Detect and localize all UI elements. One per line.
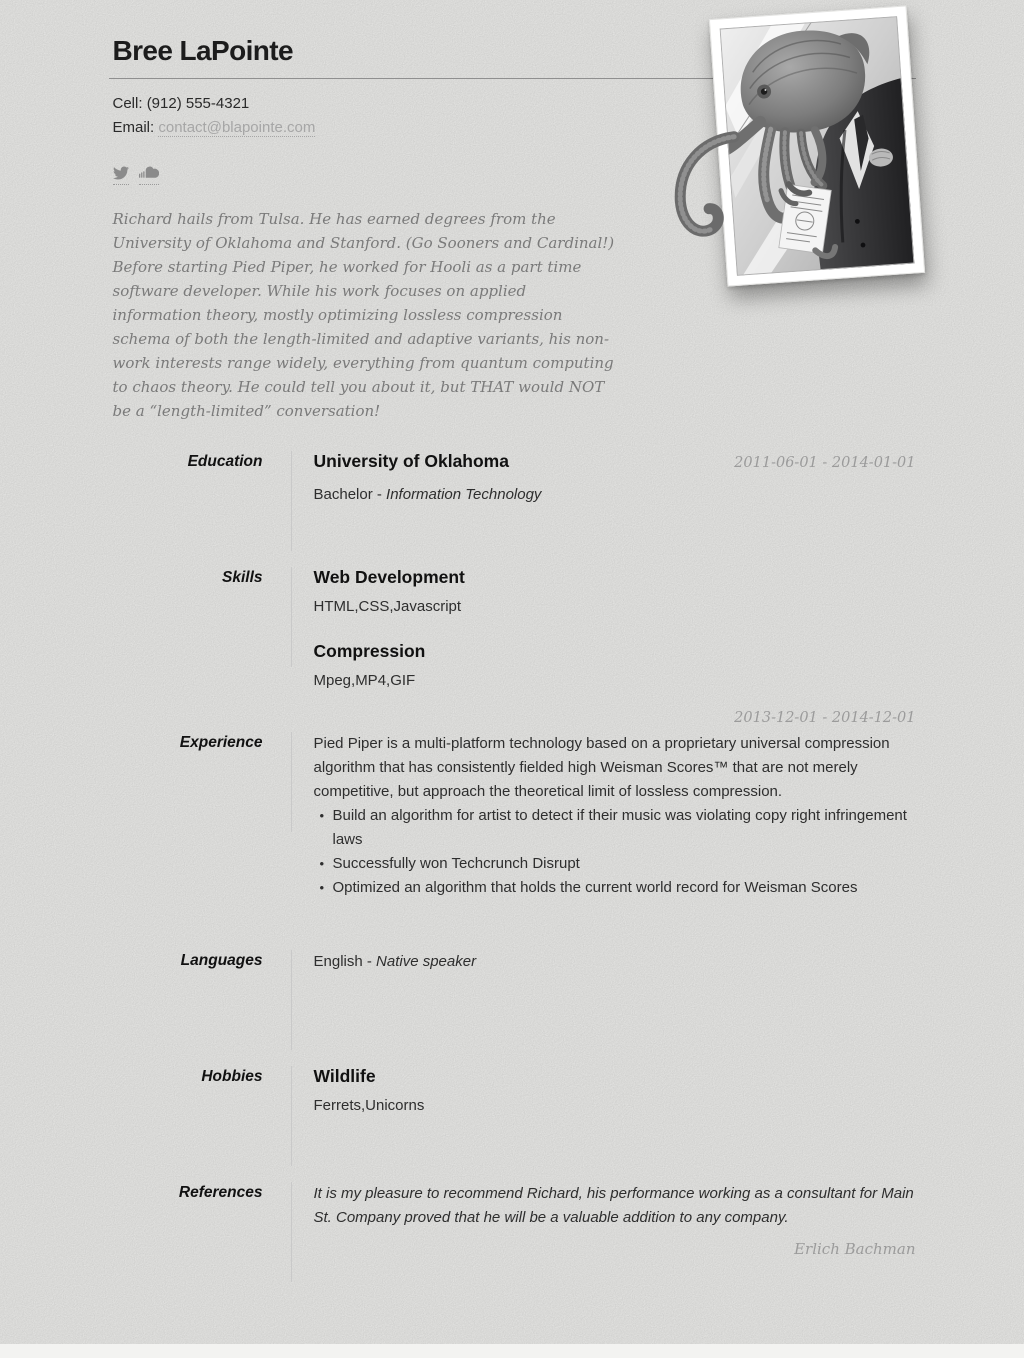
cell-label: Cell:: [113, 95, 143, 112]
education-dates: 2011-06-01 - 2014-01-01: [734, 451, 915, 475]
resume-page: [109, 0, 916, 1358]
profile-photo: [708, 5, 924, 286]
highlight-item: • Build an algorithm for artist to detect if their music was violating copy right infringement laws: [320, 804, 916, 852]
experience-dates: 2013-12-01 - 2014-12-01: [734, 710, 915, 726]
education-degree: Bachelor -: [314, 486, 382, 503]
reference-name: Erlich Bachman: [314, 1237, 916, 1261]
twitter-link[interactable]: [113, 165, 129, 185]
experience-label: Experience: [109, 732, 291, 752]
education-degree-line: [314, 483, 916, 507]
skills-label: Skills: [109, 567, 291, 587]
hobby-name: Wildlife: [314, 1066, 916, 1087]
skill-name: Web Development: [314, 567, 916, 588]
experience-summary: Pied Piper is a multi-platform technology based on a proprietary universal compression algorithm that has consistently fielded high Weisman Scores™ that are not merely competitive, but approach the theoretical limit of lossless compression.: [314, 732, 916, 804]
language-fluency: Native speaker: [376, 953, 476, 970]
skill-item: [314, 641, 916, 693]
hobbies-label: Hobbies: [109, 1066, 291, 1086]
language-name: English -: [314, 953, 372, 970]
bio-paragraph: Richard hails from Tulsa. He has earned degrees from the University of Oklahoma and Stanford. (Go Sooners and Cardinal!) Before starting Pied Piper, he worked for Hooli as a part time software developer. While his work focuses on applied information theory, mostly optimizing lossless compression schema of both the length-limited and adaptive variants, his non-work interests range widely, everything from quantum computing to chaos theory. He could tell you about it, but THAT would NOT be a “length-limited” conversation!: [113, 207, 615, 423]
email-label: Email:: [113, 119, 155, 136]
twitter-icon: [113, 165, 129, 181]
section-education: [109, 451, 916, 551]
section-experience: [109, 709, 916, 900]
section-skills: [109, 567, 916, 693]
reference-quote: It is my pleasure to recommend Richard, his performance working as a consultant for Main St. Company proved that he will be a valuable addition to any company.: [314, 1182, 916, 1230]
education-area: Information Technology: [386, 486, 541, 503]
hobby-keywords: Ferrets,Unicorns: [314, 1094, 916, 1118]
language-line: [314, 950, 916, 974]
skill-keywords: Mpeg,MP4,GIF: [314, 669, 916, 693]
experience-highlights: [314, 804, 916, 900]
references-label: References: [109, 1182, 291, 1202]
cthulhu-portrait-illustration: [719, 16, 914, 276]
section-references: [109, 1182, 916, 1282]
education-institution: University of Oklahoma: [314, 451, 509, 472]
resume-sections: [109, 451, 916, 1282]
skill-item: [314, 567, 916, 619]
section-hobbies: [109, 1066, 916, 1166]
education-label: Education: [109, 451, 291, 471]
skill-keywords: HTML,CSS,Javascript: [314, 595, 916, 619]
tentacle-overflow: [665, 123, 744, 263]
highlight-item: • Optimized an algorithm that holds the current world record for Weisman Scores: [320, 876, 916, 900]
page-title: Bree LaPointe: [113, 37, 916, 65]
section-languages: [109, 950, 916, 1050]
cell-number: (912) 555-4321: [147, 95, 250, 112]
soundcloud-link[interactable]: [139, 165, 159, 185]
soundcloud-icon: [139, 165, 159, 181]
highlight-item: • Successfully won Techcrunch Disrupt: [320, 852, 916, 876]
languages-label: Languages: [109, 950, 291, 970]
hobby-item: [314, 1066, 916, 1118]
email-link[interactable]: contact@blapointe.com: [158, 119, 315, 137]
skill-name: Compression: [314, 641, 916, 662]
